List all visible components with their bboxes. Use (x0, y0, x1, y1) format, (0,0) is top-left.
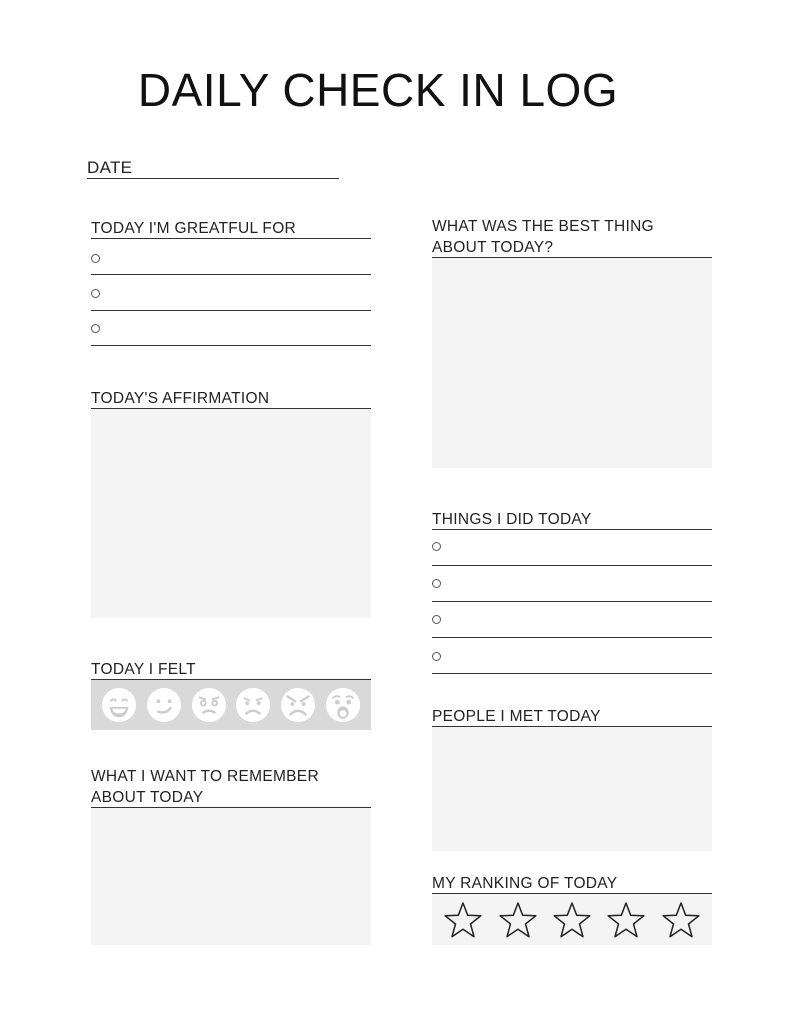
star-rating (432, 894, 712, 945)
laughing-face-icon[interactable] (100, 686, 138, 724)
shocked-face-icon[interactable] (324, 686, 362, 724)
remember-label-line1: WHAT I WANT TO REMEMBER (91, 768, 319, 785)
affirmation-box[interactable] (91, 409, 371, 618)
date-field[interactable] (87, 178, 339, 179)
grateful-header-rule (91, 238, 371, 239)
star-icon[interactable] (606, 900, 646, 940)
angry-face-icon[interactable] (279, 686, 317, 724)
things-did-line-1[interactable] (432, 565, 712, 566)
things-did-header-rule (432, 529, 712, 530)
people-met-label: PEOPLE I MET TODAY (432, 708, 601, 725)
felt-label: TODAY I FELT (91, 661, 196, 678)
grateful-line-3[interactable] (91, 345, 371, 346)
things-bullet-icon[interactable] (432, 652, 441, 661)
mood-selector (91, 680, 371, 730)
things-bullet-icon[interactable] (432, 615, 441, 624)
confused-face-icon[interactable] (190, 686, 228, 724)
sad-face-icon[interactable] (234, 686, 272, 724)
things-did-line-3[interactable] (432, 637, 712, 638)
best-thing-label-line1: WHAT WAS THE BEST THING (432, 218, 654, 235)
ranking-label: MY RANKING OF TODAY (432, 875, 618, 892)
star-icon[interactable] (552, 900, 592, 940)
date-label: DATE (87, 158, 133, 177)
things-did-label: THINGS I DID TODAY (432, 511, 592, 528)
grateful-bullet-icon[interactable] (91, 324, 100, 333)
remember-label-line2: ABOUT TODAY (91, 789, 204, 806)
remember-box[interactable] (91, 808, 371, 945)
star-icon[interactable] (661, 900, 701, 940)
best-thing-box[interactable] (432, 258, 712, 468)
affirmation-label: TODAY'S AFFIRMATION (91, 390, 270, 407)
things-bullet-icon[interactable] (432, 542, 441, 551)
best-thing-label-line2: ABOUT TODAY? (432, 239, 554, 256)
grateful-bullet-icon[interactable] (91, 254, 100, 263)
people-met-box[interactable] (432, 727, 712, 851)
things-did-line-4[interactable] (432, 673, 712, 674)
grateful-bullet-icon[interactable] (91, 289, 100, 298)
page-title: DAILY CHECK IN LOG (137, 64, 619, 116)
grateful-line-2[interactable] (91, 310, 371, 311)
things-bullet-icon[interactable] (432, 579, 441, 588)
smirking-face-icon[interactable] (145, 686, 183, 724)
grateful-line-1[interactable] (91, 274, 371, 275)
things-did-line-2[interactable] (432, 601, 712, 602)
star-icon[interactable] (443, 900, 483, 940)
grateful-label: TODAY I'M GREATFUL FOR (91, 220, 297, 237)
star-icon[interactable] (498, 900, 538, 940)
